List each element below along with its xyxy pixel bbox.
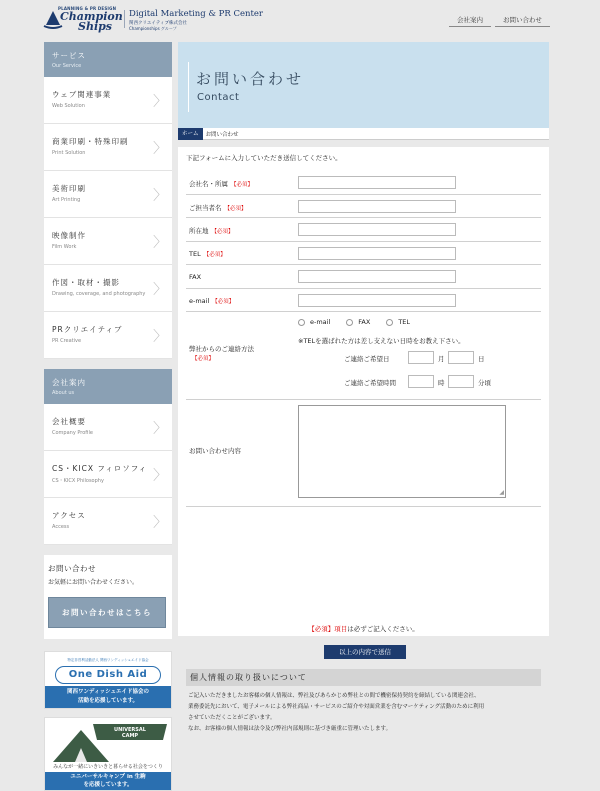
breadcrumb-home[interactable]: ホーム: [178, 128, 203, 140]
sidebar-item-sub: Print Solution: [52, 150, 86, 156]
field-label: 弊社からのご連絡方法: [189, 345, 254, 353]
time-label: ご連絡ご希望時間: [344, 379, 396, 387]
sidebar-service-header: [44, 42, 172, 77]
form-row-message: [186, 400, 541, 507]
contact-person-input[interactable]: [298, 200, 456, 213]
company-name-en: Digital Marketing & PR Center: [129, 9, 263, 19]
banner-one-dish-aid-title: One Dish Aid: [55, 666, 161, 684]
sidebar-contact-sub: お気軽にお問い合わせください。: [48, 579, 139, 586]
sidebar-item-label: 映像制作: [52, 231, 86, 240]
banner-support-text: [45, 686, 171, 708]
sidebar-contact-title: お問い合わせ: [48, 564, 96, 573]
sidebar-item-sub: Company Profile: [52, 430, 93, 436]
form-row-tel: [186, 242, 541, 266]
required-note-tag: 【必須】項目: [308, 625, 348, 633]
radio-circle-icon: [346, 319, 353, 326]
required-note-text: は必ずご記入ください。: [347, 625, 419, 633]
form-table: [186, 171, 541, 507]
chevron-right-icon: 〉: [153, 235, 167, 251]
form-row-email: [186, 289, 541, 313]
banner-support-line2: 活動を応援しています。: [77, 698, 139, 704]
header-divider: [124, 10, 125, 28]
radio-email[interactable]: e-mail: [298, 318, 330, 326]
date-label: ご連絡ご希望日: [344, 355, 390, 363]
tel-input[interactable]: [298, 247, 456, 260]
sidebar-item-sub: Drawing, coverage, and photography: [52, 291, 146, 297]
contact-method-radios: [298, 318, 426, 326]
sidebar-item-sub: Art Printing: [52, 197, 81, 203]
contact-form: [178, 147, 549, 732]
fax-input[interactable]: [298, 270, 456, 283]
chevron-right-icon: 〉: [153, 188, 167, 204]
privacy-text: [186, 691, 541, 735]
logo[interactable]: [44, 6, 122, 32]
email-input[interactable]: [298, 294, 456, 307]
chevron-right-icon: 〉: [153, 94, 167, 110]
banner-camp-support: [45, 772, 171, 790]
sidebar-item-sub: Web Solution: [52, 103, 85, 109]
address-input[interactable]: [298, 223, 456, 236]
privacy-line: 業務委託先において、電子メールによる弊社商品・サービスのご紹介や対面営業を含むマーケティング活動のために利用: [188, 704, 485, 710]
privacy-section: [186, 669, 541, 735]
sidebar-item-philosophy[interactable]: [44, 451, 172, 498]
page-title: お問い合わせ: [196, 70, 305, 88]
radio-circle-icon: [386, 319, 393, 326]
page-hero: [178, 42, 549, 128]
sidebar-item-label: 会社概要: [52, 417, 86, 426]
sidebar-item-drawing[interactable]: [44, 265, 172, 312]
form-row-contact-person: [186, 195, 541, 219]
sidebar-item-pr[interactable]: [44, 312, 172, 359]
privacy-line: なお、お客様の個人情報は法令及び弊社内部規則に基づき厳重に管理いたします。: [188, 726, 392, 732]
banner-support-line1: 関西ワンディッシュエイド協会の: [67, 689, 149, 695]
radio-circle-icon: [298, 319, 305, 326]
field-label: 会社名・所属 【必須】: [189, 180, 254, 188]
month-unit: 月: [438, 355, 445, 363]
hour-input[interactable]: [408, 375, 434, 388]
sidebar-item-sub: Access: [52, 524, 70, 530]
minute-input[interactable]: [448, 375, 474, 388]
sidebar-item-sub: Film Work: [52, 244, 77, 250]
banner-camp-caption: みんなが一緒にいきいきと暮らせる社会をつくり: [53, 764, 163, 770]
day-input[interactable]: [448, 351, 474, 364]
sidebar: [44, 42, 172, 791]
required-badge: 【必須】: [192, 356, 215, 362]
chevron-right-icon: 〉: [153, 468, 167, 484]
banner-universal-camp[interactable]: [44, 717, 172, 791]
sidebar-item-label: 作図・取材・撮影: [52, 278, 120, 287]
sidebar-item-label: ウェブ関連事業: [52, 90, 112, 99]
message-textarea[interactable]: [298, 405, 506, 498]
sidebar-service-title: サービス: [52, 51, 86, 60]
method-note: ※TELを選ばれた方は差し支えない日時をお教え下さい。: [298, 337, 465, 345]
banner-one-dish-aid[interactable]: [44, 651, 172, 709]
breadcrumb-current: お問い合わせ: [205, 131, 239, 138]
sidebar-item-film[interactable]: [44, 218, 172, 265]
sidebar-item-label: 美術印刷: [52, 184, 86, 193]
sidebar-item-web[interactable]: [44, 77, 172, 124]
hero-divider: [188, 62, 189, 112]
svg-text:CAMP: CAMP: [121, 733, 139, 739]
logo-tagline: PLANNING & PR DESIGN: [58, 6, 117, 11]
field-label: FAX: [189, 273, 202, 281]
day-unit: 日: [478, 355, 485, 363]
banner-camp-line2: を応援しています。: [83, 782, 133, 788]
sidebar-item-print[interactable]: [44, 124, 172, 171]
company-name: [129, 9, 263, 32]
top-nav: [445, 13, 550, 27]
chevron-right-icon: 〉: [153, 141, 167, 157]
form-row-address: [186, 218, 541, 242]
logo-word-ships: Ships: [78, 20, 113, 33]
submit-button[interactable]: 以上の内容で送信: [324, 645, 406, 659]
required-badge: 【必須】: [231, 182, 254, 188]
company-input[interactable]: [298, 176, 456, 189]
required-badge: 【必須】: [203, 251, 226, 258]
field-label: お問い合わせ内容: [189, 447, 241, 455]
required-note: [178, 624, 549, 633]
sidebar-about-sub: About us: [52, 390, 75, 396]
sidebar-item-label: 商業印刷・特殊印刷: [52, 137, 129, 146]
sidebar-item-label: CS・KICX フィロソフィ: [52, 464, 148, 473]
sidebar-item-label: アクセス: [52, 511, 86, 520]
chevron-right-icon: 〉: [153, 515, 167, 531]
sidebar-item-access[interactable]: [44, 498, 172, 545]
sidebar-about-header: [44, 369, 172, 404]
company-name-jp: 関西クリエイティブ株式会社: [129, 21, 188, 26]
camp-tent-icon: [45, 718, 173, 764]
sidebar-about-title: 会社案内: [52, 378, 86, 387]
form-row-company: [186, 171, 541, 195]
month-input[interactable]: [408, 351, 434, 364]
nav-company[interactable]: 会社案内: [449, 13, 491, 27]
radio-fax[interactable]: FAX: [346, 318, 370, 326]
logo-word-champion: Champion: [60, 10, 123, 23]
svg-text:UNIVERSAL: UNIVERSAL: [114, 727, 146, 733]
required-badge: 【必須】: [224, 205, 247, 212]
main-content: [178, 42, 549, 732]
privacy-line: させていただくことがございます。: [188, 715, 276, 721]
sidebar-item-sub: PR Creative: [52, 338, 82, 344]
sidebar-item-sub: CS・KICX Philosophy: [52, 478, 104, 484]
field-label: ご担当者名 【必須】: [189, 203, 247, 212]
minute-unit: 分頃: [478, 379, 491, 387]
required-badge: 【必須】: [211, 229, 234, 235]
contact-button[interactable]: お問い合わせはこちら: [48, 597, 166, 628]
radio-tel[interactable]: TEL: [386, 318, 410, 326]
sidebar-contact-box: [44, 555, 172, 639]
field-label: TEL 【必須】: [189, 249, 226, 258]
resize-grip-icon[interactable]: ◢: [499, 489, 504, 496]
field-label: e-mail 【必須】: [189, 296, 235, 305]
company-group: Championships グループ: [129, 26, 177, 31]
form-intro: 下記フォームに入力していただき送信してください。: [186, 154, 342, 162]
banner-org-name: 特定非営利活動法人 関西ワンディッシュエイド協会: [67, 658, 149, 662]
sidebar-item-art-printing[interactable]: [44, 171, 172, 218]
site-header: [0, 0, 600, 36]
chevron-right-icon: 〉: [153, 282, 167, 298]
sidebar-item-profile[interactable]: [44, 404, 172, 451]
chevron-right-icon: 〉: [153, 329, 167, 345]
form-row-contact-method: [186, 312, 541, 400]
required-badge: 【必須】: [212, 298, 235, 305]
breadcrumb: [178, 128, 549, 140]
sidebar-service-sub: Our Service: [52, 63, 82, 69]
page-title-en: Contact: [197, 92, 240, 103]
banner-camp-line1: ユニバーサルキャンプ in 生駒: [70, 774, 146, 780]
privacy-line: ご記入いただきましたお客様の個人情報は、弊社及びあらかじめ弊社との間で機密保持契約を締結している関連会社、: [188, 693, 480, 699]
nav-contact[interactable]: お問い合わせ: [495, 13, 550, 27]
chevron-right-icon: 〉: [153, 421, 167, 437]
sidebar-item-label: PRクリエイティブ: [52, 325, 123, 334]
hour-unit: 時: [438, 379, 445, 387]
form-row-fax: [186, 265, 541, 289]
field-label: 所在地 【必須】: [189, 227, 234, 235]
privacy-title: 個人情報の取り扱いについて: [186, 669, 541, 686]
